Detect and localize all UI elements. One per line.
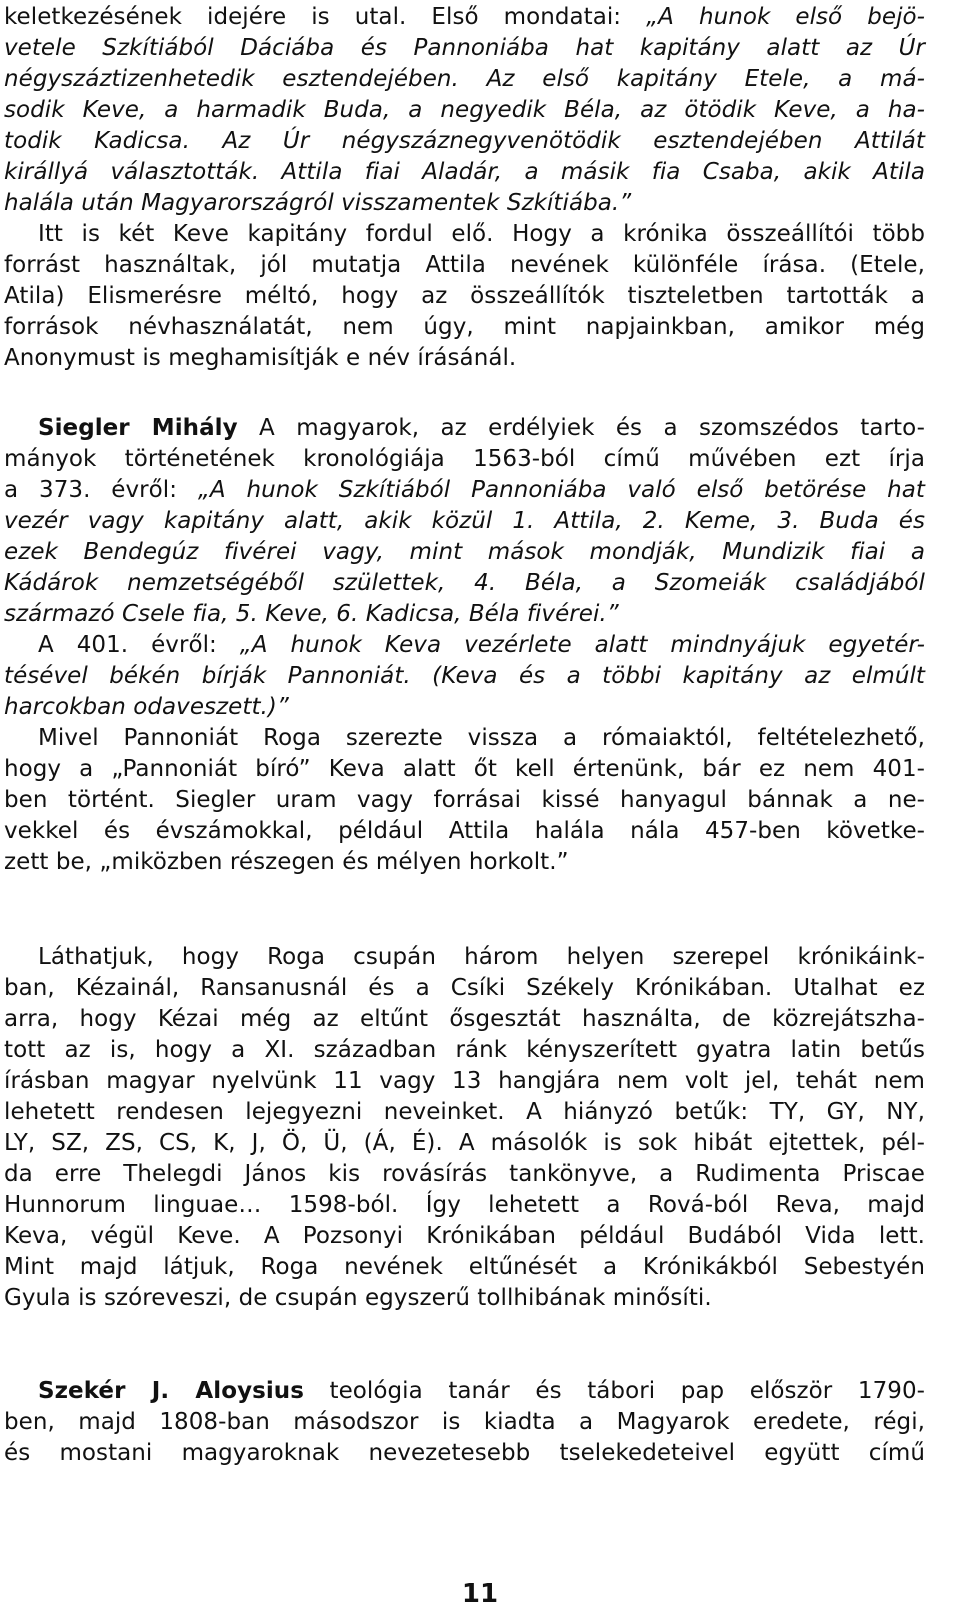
text-line bbox=[4, 1407, 925, 1438]
text-line bbox=[4, 2, 925, 33]
text-line bbox=[4, 250, 925, 281]
text-line bbox=[4, 568, 925, 599]
text-run: forrást használtak, jól mutatja Attila nevének különféle írása. (Etele, bbox=[4, 252, 925, 278]
text-line bbox=[4, 599, 925, 630]
text-run: Itt is két Keve kapitány fordul elő. Hogy a krónika összeállítói több bbox=[38, 221, 925, 247]
text-line bbox=[38, 219, 925, 250]
text-run: keletkezésének idejére is utal. Első mondatai: bbox=[4, 4, 647, 30]
text-line bbox=[4, 1097, 925, 1128]
text-line bbox=[4, 973, 925, 1004]
text-line bbox=[4, 312, 925, 343]
quotation-text: harcokban odaveszett.)” bbox=[4, 694, 289, 720]
quotation-text: halála után Magyarországról visszamentek Szkítiába.” bbox=[4, 190, 632, 216]
text-run: Gyula is szóreveszi, de csupán egyszerű tollhibának minősíti. bbox=[4, 1285, 712, 1311]
text-line bbox=[4, 1004, 925, 1035]
text-run: vekkel és évszámokkal, például Attila halála nála 457-ben követke- bbox=[4, 818, 925, 844]
text-line bbox=[38, 1376, 925, 1407]
text-line bbox=[4, 847, 925, 878]
text-line bbox=[4, 1221, 925, 1252]
text-run: és mostani magyaroknak nevezetesebb tselekedeteivel együtt című bbox=[4, 1440, 925, 1466]
quotation-text: sodik Keve, a harmadik Buda, a negyedik Béla, az ötödik Keve, a ha- bbox=[4, 97, 925, 123]
text-run: ban, Kézainál, Ransanusnál és a Csíki Székely Krónikában. Utalhat ez bbox=[4, 975, 925, 1001]
text-line bbox=[4, 64, 925, 95]
text-run: A 401. évről: bbox=[38, 632, 240, 658]
text-line bbox=[4, 1066, 925, 1097]
text-line bbox=[4, 1128, 925, 1159]
text-run: Hunnorum linguae… 1598-ból. Így lehetett a Rová-ból Reva, majd bbox=[4, 1192, 925, 1218]
text-line bbox=[4, 506, 925, 537]
text-line bbox=[4, 1035, 925, 1066]
text-run: mányok történetének kronológiája 1563-ból című művében ezt írja bbox=[4, 446, 925, 472]
text-run: tott az is, hogy a XI. században ránk kényszerített gyatra latin betűs bbox=[4, 1037, 925, 1063]
text-line bbox=[4, 692, 925, 723]
text-run: Mivel Pannoniát Roga szerezte vissza a rómaiaktól, feltételezhető, bbox=[38, 725, 925, 751]
text-run: Mint majd látjuk, Roga nevének eltűnését a Krónikákból Sebestyén bbox=[4, 1254, 925, 1280]
quotation-text: királlyá választották. Attila fiai Aladár, a másik fia Csaba, akik Atila bbox=[4, 159, 925, 185]
quotation-text: vetele Szkítiából Dáciába és Pannoniába hat kapitány alatt az Úr bbox=[4, 35, 925, 61]
quotation-text: todik Kadicsa. Az Úr négyszáznegyvenötödik esztendejében Attilát bbox=[4, 128, 925, 154]
quotation-text: „A hunok Szkítiából Pannoniába való első betörése hat bbox=[197, 477, 925, 503]
text-line bbox=[4, 754, 925, 785]
text-line bbox=[4, 343, 925, 374]
text-run: zett be, „miközben részegen és mélyen horkolt.” bbox=[4, 849, 569, 875]
quotation-text: származó Csele fia, 5. Keve, 6. Kadicsa, Béla fivérei.” bbox=[4, 601, 619, 627]
text-run: Láthatjuk, hogy Roga csupán három helyen szerepel krónikáink- bbox=[38, 944, 925, 970]
text-line bbox=[38, 942, 925, 973]
text-line bbox=[4, 188, 925, 219]
text-line bbox=[4, 444, 925, 475]
text-run: források névhasználatát, nem úgy, mint napjainkban, amikor még bbox=[4, 314, 925, 340]
text-line bbox=[38, 413, 925, 444]
page-number: 11 bbox=[461, 1579, 499, 1609]
text-line bbox=[4, 816, 925, 847]
text-line bbox=[4, 157, 925, 188]
text-run: ben történt. Siegler uram vagy forrásai kissé hanyagul bánnak a ne- bbox=[4, 787, 925, 813]
author-name: Szekér J. Aloysius bbox=[38, 1378, 304, 1404]
quotation-text: tésével békén bírják Pannoniát. (Keva és a többi kapitány az elmúlt bbox=[4, 663, 925, 689]
text-run: A magyarok, az erdélyiek és a szomszédos tarto- bbox=[237, 415, 925, 441]
quotation-text: vezér vagy kapitány alatt, akik közül 1. Attila, 2. Keme, 3. Buda és bbox=[4, 508, 925, 534]
quotation-text: „A hunok Keva vezérlete alatt mindnyájuk egyetér- bbox=[239, 632, 925, 658]
text-run: a 373. évről: bbox=[4, 477, 198, 503]
text-run: írásban magyar nyelvünk 11 vagy 13 hangjára nem volt jel, tehát nem bbox=[4, 1068, 925, 1094]
text-line bbox=[4, 1159, 925, 1190]
text-line bbox=[4, 281, 925, 312]
text-run: Atila) Elismerésre méltó, hogy az összeállítók tiszteletben tartották a bbox=[4, 283, 925, 309]
text-run: hogy a „Pannoniát bíró” Keva alatt őt kell értenünk, bár ez nem 401- bbox=[4, 756, 925, 782]
text-run: ben, majd 1808-ban másodszor is kiadta a Magyarok eredete, régi, bbox=[4, 1409, 925, 1435]
text-line bbox=[4, 1438, 925, 1469]
quotation-text: ezek Bendegúz fivérei vagy, mint mások mondják, Mundizik fiai a bbox=[4, 539, 925, 565]
text-line bbox=[4, 1283, 925, 1314]
text-line bbox=[38, 723, 925, 754]
quotation-text: négyszáztizenhetedik esztendejében. Az első kapitány Etele, a má- bbox=[4, 66, 925, 92]
text-run: Anonymust is meghamisítják e név írásánál. bbox=[4, 345, 517, 371]
text-line bbox=[4, 126, 925, 157]
text-line bbox=[4, 661, 925, 692]
text-line bbox=[4, 33, 925, 64]
text-line bbox=[4, 1252, 925, 1283]
text-line bbox=[4, 785, 925, 816]
text-run: da erre Thelegdi János kis rovásírás tankönyve, a Rudimenta Priscae bbox=[4, 1161, 925, 1187]
text-run: arra, hogy Kézai még az eltűnt ősgesztát használta, de közrejátszha- bbox=[4, 1006, 925, 1032]
text-run: LY, SZ, ZS, CS, K, J, Ö, Ü, (Á, É). A másolók is sok hibát ejtettek, pél- bbox=[4, 1130, 925, 1156]
text-run: teológia tanár és tábori pap először 1790- bbox=[303, 1378, 925, 1404]
author-name: Siegler Mihály bbox=[38, 415, 238, 441]
text-run: Keva, végül Keve. A Pozsonyi Krónikában például Budából Vida lett. bbox=[4, 1223, 925, 1249]
text-line bbox=[4, 95, 925, 126]
text-line bbox=[4, 1190, 925, 1221]
text-line bbox=[4, 537, 925, 568]
text-line bbox=[4, 475, 925, 506]
quotation-text: Kádárok nemzetségéből születtek, 4. Béla, a Szomeiák családjából bbox=[4, 570, 925, 596]
text-line bbox=[38, 630, 925, 661]
quotation-text: „A hunok első bejö- bbox=[646, 4, 925, 30]
text-run: lehetett rendesen lejegyezni neveinket. A hiányzó betűk: TY, GY, NY, bbox=[4, 1099, 925, 1125]
